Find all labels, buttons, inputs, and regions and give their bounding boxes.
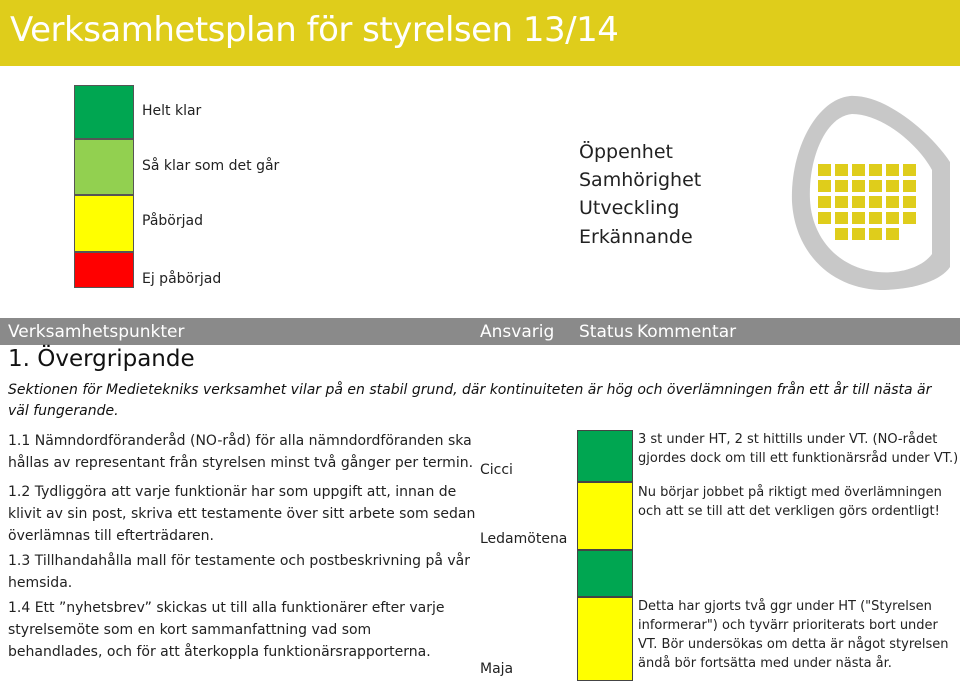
legend-label-done: Helt klar	[142, 103, 202, 119]
status-box-2	[577, 482, 633, 550]
comment-2: Nu börjar jobbet på riktigt med överlämningen och att se till att det verkligen görs ordentligt!	[638, 485, 942, 519]
header-status: Status	[579, 322, 634, 342]
plan-item: 1.1 Nämndordföranderåd (NO-råd) för alla nämndordföranden ska hållas av representant från styrelsen minst två gånger per termin.	[8, 433, 474, 471]
page-title: Verksamhetsplan för styrelsen 13/14	[10, 10, 619, 50]
plan-item: 1.4 Ett ”nyhetsbrev” skickas ut till alla funktionärer efter varje styrelsemöte som en kort sammanfattning vad som behandlades, och för att återkoppla funktionärsrapporterna.	[8, 600, 445, 660]
legend-swatch-not-started	[74, 252, 134, 288]
responsible-maja: Maja	[480, 661, 514, 677]
legend-swatch-done	[74, 85, 134, 139]
legend-label-almost-done: Så klar som det går	[142, 158, 280, 174]
responsible-ledamotena: Ledamötena	[480, 531, 568, 547]
status-box-1	[577, 430, 633, 482]
value-openness: Öppenhet	[579, 141, 673, 163]
legend-label-not-started: Ej påbörjad	[142, 271, 222, 287]
header-comment: Kommentar	[637, 322, 737, 342]
plan-item: 1.2 Tydliggöra att varje funktionär har som uppgift att, innan de klivit av sin post, skriva ett testamente över sitt arbete som sedan överlämnas till efterträdaren.	[8, 484, 476, 544]
legend-label-started: Påbörjad	[142, 213, 203, 229]
status-box-4	[577, 597, 633, 681]
header-responsible: Ansvarig	[480, 322, 555, 342]
legend-swatch-started	[74, 195, 134, 252]
comment-1: 3 st under HT, 2 st hittills under VT. (NO-rådet gjordes dock om till ett funktionärsråd under VT.)	[638, 432, 959, 466]
value-recognition: Erkännande	[579, 226, 693, 248]
medieteknik-logo-icon	[790, 92, 960, 292]
section-heading: 1. Övergripande	[8, 346, 195, 372]
plan-item: 1.3 Tillhandahålla mall för testamente och postbeskrivning på vår hemsida.	[8, 553, 471, 591]
responsible-cicci: Cicci	[480, 462, 513, 478]
comment-3: Detta har gjorts två ggr under HT ("Styrelsen informerar") och tyvärr prioriterats bort under VT. Bör undersökas om detta är något styrelsen ändå bör fortsätta med under nästa år.	[638, 599, 949, 671]
status-box-3	[577, 550, 633, 597]
section-description: Sektionen för Medietekniks verksamhet vilar på en stabil grund, där kontinuiteten är hög och överlämningen från ett år till nästa är väl fungerande.	[8, 382, 932, 419]
legend-swatch-almost-done	[74, 139, 134, 195]
value-togetherness: Samhörighet	[579, 169, 702, 191]
value-development: Utveckling	[579, 197, 680, 219]
header-points: Verksamhetspunkter	[8, 322, 185, 342]
